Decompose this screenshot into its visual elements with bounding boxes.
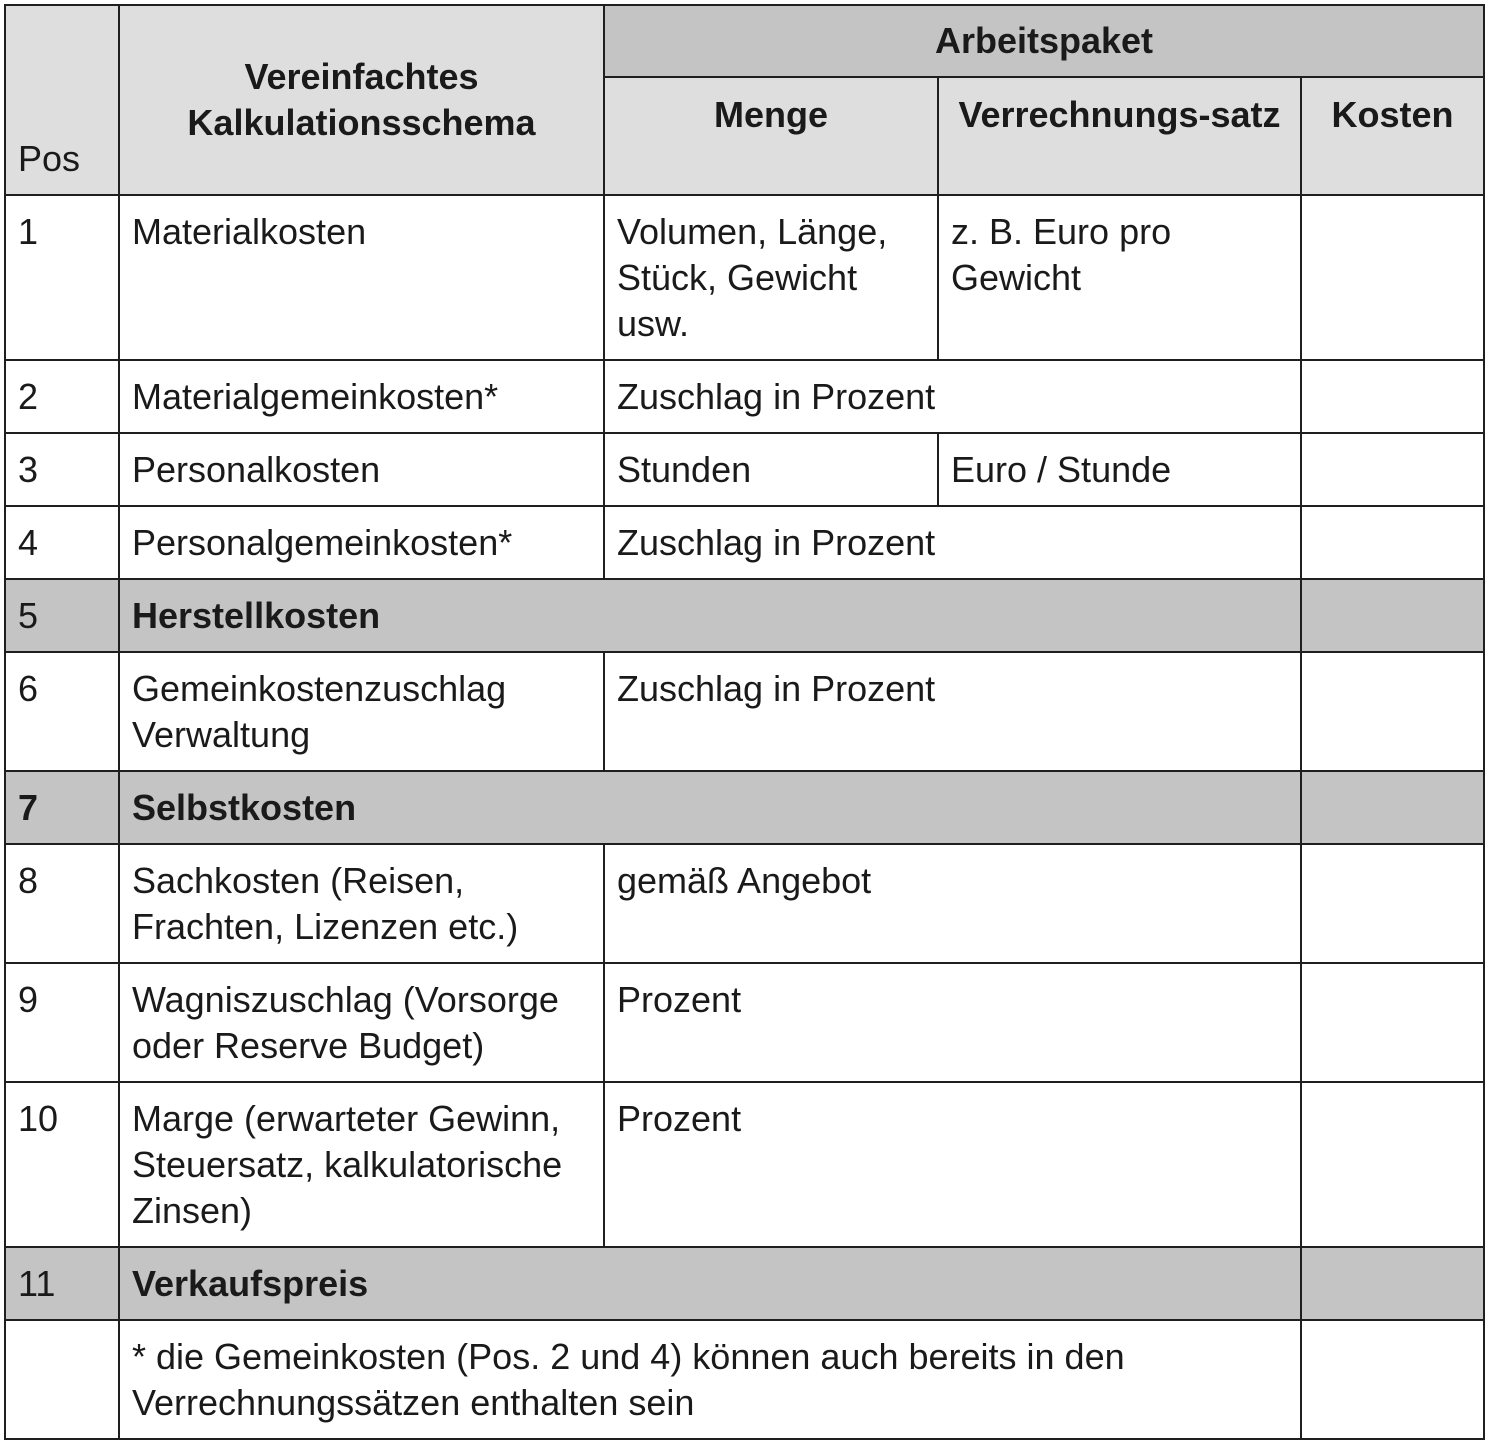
header-verrechnungssatz: Verrechnungs-satz <box>938 77 1301 195</box>
row-label: Verkaufspreis <box>119 1247 1301 1320</box>
calculation-table <box>4 4 1485 1440</box>
header-kosten: Kosten <box>1301 77 1484 195</box>
row-label: Materialkosten <box>119 195 604 360</box>
row-pos: 2 <box>5 360 119 433</box>
footnote-pos-empty <box>5 1320 119 1439</box>
row-kosten <box>1301 652 1484 771</box>
table-row-subtotal <box>5 771 1484 844</box>
table-row-subtotal <box>5 579 1484 652</box>
row-pos: 6 <box>5 652 119 771</box>
row-pos: 3 <box>5 433 119 506</box>
row-merged: Zuschlag in Prozent <box>604 360 1301 433</box>
row-label: Sachkosten (Reisen, Frachten, Lizenzen etc.) <box>119 844 604 963</box>
row-kosten <box>1301 360 1484 433</box>
row-label: Marge (erwarteter Gewinn, Steuersatz, kalkulatorische Zinsen) <box>119 1082 604 1247</box>
row-merged: Zuschlag in Prozent <box>604 652 1301 771</box>
table-row <box>5 360 1484 433</box>
header-schema: Vereinfachtes Kalkulationsschema <box>119 5 604 195</box>
row-kosten <box>1301 195 1484 360</box>
table-row <box>5 506 1484 579</box>
row-label: Personalgemeinkosten* <box>119 506 604 579</box>
row-merged: Prozent <box>604 1082 1301 1247</box>
table-row <box>5 652 1484 771</box>
row-menge: Volumen, Länge, Stück, Gewicht usw. <box>604 195 938 360</box>
row-pos: 7 <box>5 771 119 844</box>
row-pos: 8 <box>5 844 119 963</box>
table-row-total <box>5 1247 1484 1320</box>
row-pos: 11 <box>5 1247 119 1320</box>
table-row <box>5 963 1484 1082</box>
row-pos: 9 <box>5 963 119 1082</box>
row-merged: Zuschlag in Prozent <box>604 506 1301 579</box>
row-kosten <box>1301 1082 1484 1247</box>
table-row <box>5 844 1484 963</box>
row-kosten <box>1301 844 1484 963</box>
row-kosten <box>1301 433 1484 506</box>
row-kosten <box>1301 1247 1484 1320</box>
row-kosten <box>1301 579 1484 652</box>
row-label: Selbstkosten <box>119 771 1301 844</box>
row-merged: gemäß Angebot <box>604 844 1301 963</box>
footnote: * die Gemeinkosten (Pos. 2 und 4) können auch bereits in den Verrechnungssätzen enthalten sein <box>119 1320 1301 1439</box>
row-satz: Euro / Stunde <box>938 433 1301 506</box>
row-kosten <box>1301 963 1484 1082</box>
row-pos: 4 <box>5 506 119 579</box>
row-label: Personalkosten <box>119 433 604 506</box>
header-menge: Menge <box>604 77 938 195</box>
footnote-kosten-empty <box>1301 1320 1484 1439</box>
row-satz: z. B. Euro pro Gewicht <box>938 195 1301 360</box>
row-label: Wagniszuschlag (Vorsorge oder Reserve Budget) <box>119 963 604 1082</box>
row-label: Materialgemeinkosten* <box>119 360 604 433</box>
table-row <box>5 195 1484 360</box>
header-arbeitspaket: Arbeitspaket <box>604 5 1484 77</box>
row-pos: 10 <box>5 1082 119 1247</box>
footnote-row <box>5 1320 1484 1439</box>
table-row <box>5 433 1484 506</box>
row-pos: 1 <box>5 195 119 360</box>
row-pos: 5 <box>5 579 119 652</box>
row-label: Herstellkosten <box>119 579 1301 652</box>
row-kosten <box>1301 771 1484 844</box>
row-kosten <box>1301 506 1484 579</box>
row-merged: Prozent <box>604 963 1301 1082</box>
table-row <box>5 1082 1484 1247</box>
row-menge: Stunden <box>604 433 938 506</box>
header-pos: Pos <box>5 5 119 195</box>
row-label: Gemeinkostenzuschlag Verwaltung <box>119 652 604 771</box>
